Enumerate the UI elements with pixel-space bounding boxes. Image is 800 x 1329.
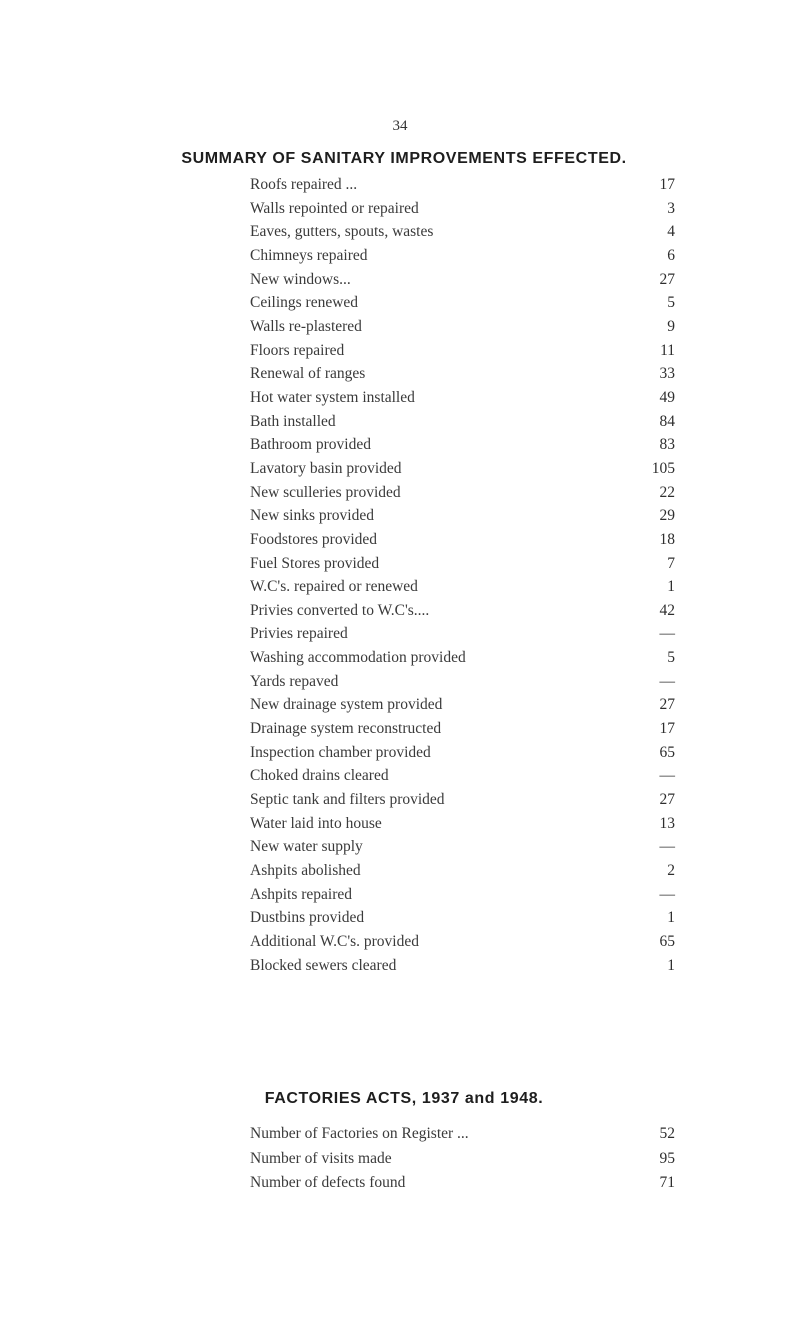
row-value: 4 (667, 223, 675, 241)
factories-row (250, 1147, 675, 1172)
row-label: W.C's. repaired or renewed (250, 575, 424, 599)
improvement-row (250, 693, 675, 717)
row-value: 65 (659, 743, 675, 761)
row-value: 13 (659, 814, 675, 832)
row-value: 22 (659, 483, 675, 501)
row-value: 52 (659, 1125, 675, 1142)
improvement-row (250, 528, 675, 552)
row-value: 2 (667, 862, 675, 880)
row-value: 71 (659, 1174, 675, 1191)
row-label: Renewal of ranges (250, 362, 371, 386)
improvement-row (250, 670, 675, 694)
row-value: 105 (651, 459, 675, 477)
page-number: 34 (392, 118, 408, 134)
improvement-row (250, 481, 675, 505)
improvement-row (250, 244, 675, 268)
row-value: — (659, 767, 675, 785)
improvement-row (250, 741, 675, 765)
improvement-row (250, 906, 675, 930)
improvement-row (250, 552, 675, 576)
row-value: — (659, 885, 675, 903)
factories-heading: FACTORIES ACTS, 1937 and 1948. (264, 1090, 544, 1107)
improvement-row (250, 197, 675, 221)
improvement-row (250, 930, 675, 954)
improvement-row (250, 599, 675, 623)
row-value: 33 (659, 365, 675, 383)
row-label: Privies converted to W.C's.... (250, 599, 435, 623)
row-value: 7 (667, 554, 675, 572)
row-label: Walls re-plastered (250, 315, 368, 339)
improvement-row (250, 954, 675, 978)
row-label: Eaves, gutters, spouts, wastes (250, 220, 439, 244)
improvement-row (250, 173, 675, 197)
improvement-row (250, 812, 675, 836)
improvement-row (250, 575, 675, 599)
improvement-row (250, 457, 675, 481)
row-value: 27 (659, 696, 675, 714)
row-value: 6 (667, 246, 675, 264)
row-label: Number of visits made (250, 1147, 398, 1172)
improvement-row (250, 339, 675, 363)
row-label: Lavatory basin provided (250, 457, 408, 481)
improvement-row (250, 433, 675, 457)
row-value: 65 (659, 933, 675, 950)
row-value: — (659, 838, 675, 856)
row-label: Bath installed (250, 410, 342, 434)
row-value: 9 (667, 317, 675, 335)
row-label: Privies repaired (250, 622, 354, 646)
row-label: Washing accommodation provided (250, 646, 472, 670)
row-value: 1 (667, 578, 675, 596)
improvement-row (250, 504, 675, 528)
row-label: Dustbins provided (250, 906, 370, 930)
row-value: 18 (659, 530, 675, 548)
improvement-row (250, 362, 675, 386)
factories-list (250, 1122, 675, 1196)
row-value: 5 (667, 294, 675, 312)
improvement-row (250, 764, 675, 788)
improvement-row (250, 386, 675, 410)
row-label: Walls repointed or repaired (250, 197, 425, 221)
row-value: 17 (659, 176, 675, 193)
row-label: Floors repaired (250, 339, 350, 363)
row-label: Drainage system reconstructed (250, 717, 447, 741)
row-label: Choked drains cleared (250, 764, 395, 788)
row-value: 83 (659, 436, 675, 454)
row-label: New sculleries provided (250, 481, 407, 505)
row-value: — (659, 625, 675, 643)
row-label: Blocked sewers cleared (250, 954, 402, 978)
improvement-row (250, 410, 675, 434)
row-label: Number of Factories on Register ... (250, 1122, 475, 1147)
improvement-row (250, 788, 675, 812)
row-value: 29 (659, 507, 675, 525)
row-value: 95 (659, 1149, 675, 1167)
row-value: 3 (667, 199, 675, 217)
row-label: Inspection chamber provided (250, 741, 437, 765)
row-value: 84 (659, 412, 675, 430)
improvements-list (250, 173, 675, 977)
row-value: — (659, 672, 675, 690)
summary-heading: SUMMARY OF SANITARY IMPROVEMENTS EFFECTED. (181, 150, 627, 167)
row-value: 17 (659, 720, 675, 738)
row-label: New windows... (250, 268, 357, 292)
improvement-row (250, 717, 675, 741)
row-label: Ashpits repaired (250, 883, 358, 907)
row-label: Ceilings renewed (250, 291, 364, 315)
row-label: Chimneys repaired (250, 244, 374, 268)
row-label: Septic tank and filters provided (250, 788, 451, 812)
improvement-row (250, 291, 675, 315)
row-label: Water laid into house (250, 812, 388, 836)
row-label: New drainage system provided (250, 693, 448, 717)
row-value: 11 (660, 341, 675, 359)
row-label: Ashpits abolished (250, 859, 367, 883)
row-value: 42 (659, 601, 675, 619)
improvement-row (250, 315, 675, 339)
row-label: New sinks provided (250, 504, 380, 528)
row-value: 1 (667, 956, 675, 974)
row-value: 27 (659, 791, 675, 809)
row-label: Roofs repaired ... (250, 173, 363, 197)
factories-row (250, 1171, 675, 1196)
row-value: 27 (659, 270, 675, 288)
row-label: New water supply (250, 835, 369, 859)
row-label: Hot water system installed (250, 386, 421, 410)
improvement-row (250, 859, 675, 883)
factories-row (250, 1122, 675, 1147)
improvement-row (250, 622, 675, 646)
row-label: Bathroom provided (250, 433, 377, 457)
improvement-row (250, 220, 675, 244)
improvement-row (250, 835, 675, 859)
row-label: Number of defects found (250, 1171, 411, 1196)
row-label: Yards repaved (250, 670, 344, 694)
row-value: 49 (659, 388, 675, 406)
row-label: Foodstores provided (250, 528, 383, 552)
improvement-row (250, 268, 675, 292)
improvement-row (250, 646, 675, 670)
row-label: Fuel Stores provided (250, 552, 385, 576)
improvement-row (250, 883, 675, 907)
row-value: 5 (667, 649, 675, 667)
row-value: 1 (667, 909, 675, 927)
row-label: Additional W.C's. provided (250, 930, 425, 954)
